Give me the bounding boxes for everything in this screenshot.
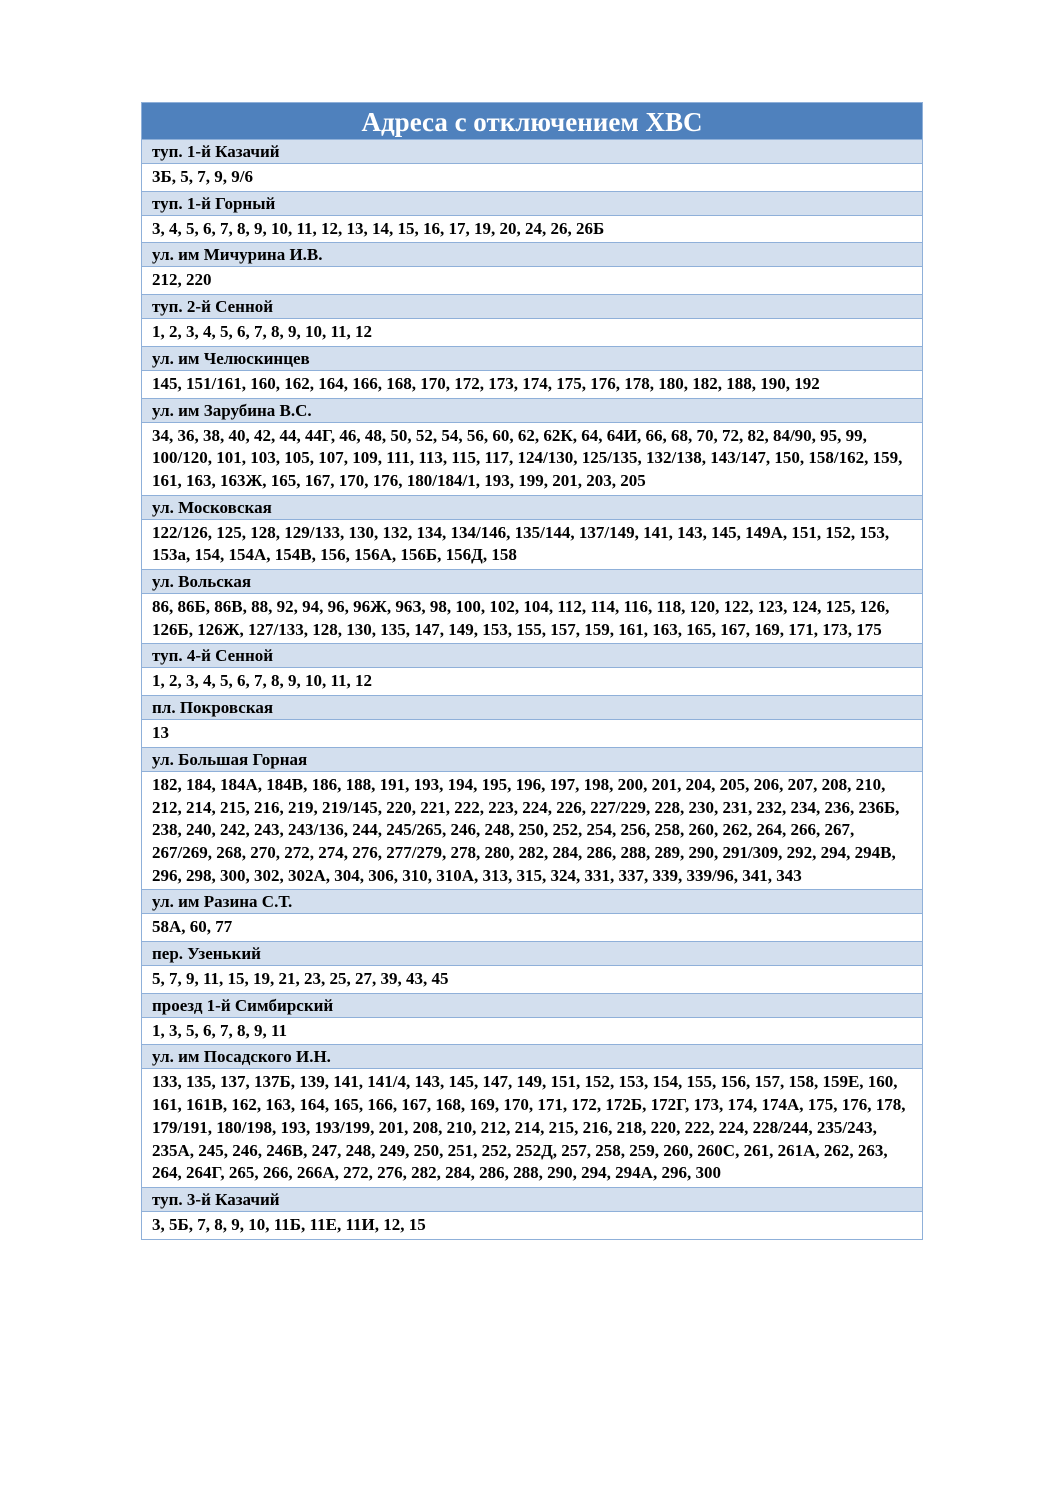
street-name: ул. им Мичурина И.В.	[142, 243, 922, 267]
table-body	[142, 140, 922, 1240]
house-numbers: 86, 86Б, 86В, 88, 92, 94, 96, 96Ж, 96З, 98, 100, 102, 104, 112, 114, 116, 118, 120, 122, 123, 124, 125, 126, 126Б, 126Ж, 127/133, 128, 130, 135, 147, 149, 153, 155, 157, 159, 161, 163, 165, 167, 169, 171, 173, 175	[142, 594, 922, 644]
street-name: туп. 1-й Горный	[142, 192, 922, 216]
house-numbers: 122/126, 125, 128, 129/133, 130, 132, 134, 134/146, 135/144, 137/149, 141, 143, 145, 149А, 151, 152, 153, 153а, 154, 154А, 154В, 156, 156А, 156Б, 156Д, 158	[142, 520, 922, 570]
street-name: ул. Московская	[142, 496, 922, 520]
house-numbers: 3, 5Б, 7, 8, 9, 10, 11Б, 11Е, 11И, 12, 15	[142, 1212, 922, 1240]
house-numbers: 182, 184, 184А, 184В, 186, 188, 191, 193, 194, 195, 196, 197, 198, 200, 201, 204, 205, 206, 207, 208, 210, 212, 214, 215, 216, 219, 219/145, 220, 221, 222, 223, 224, 226, 227/229, 228, 230, 231, 232, 234, 236, 236Б, 238, 240, 242, 243, 243/136, 244, 245/265, 246, 248, 250, 252, 254, 256, 258, 260, 262, 264, 266, 267, 267/269, 268, 270, 272, 274, 276, 277/279, 278, 280, 282, 284, 286, 288, 289, 290, 291/309, 292, 294, 294В, 296, 298, 300, 302, 302А, 304, 306, 310, 310А, 313, 315, 324, 331, 337, 339, 339/96, 341, 343	[142, 772, 922, 891]
street-name: ул. им Зарубина В.С.	[142, 399, 922, 423]
street-name: пер. Узенький	[142, 942, 922, 966]
house-numbers: 133, 135, 137, 137Б, 139, 141, 141/4, 143, 145, 147, 149, 151, 152, 153, 154, 155, 156, 157, 158, 159Е, 160, 161, 161В, 162, 163, 164, 165, 166, 167, 168, 169, 170, 171, 172, 172Б, 172Г, 173, 174, 174А, 175, 176, 178, 179/191, 180/198, 193, 193/199, 201, 208, 210, 212, 214, 215, 216, 218, 220, 222, 224, 228/244, 235/243, 235А, 245, 246, 246В, 247, 248, 249, 250, 251, 252, 252Д, 257, 258, 259, 260, 260С, 261, 261А, 262, 263, 264, 264Г, 265, 266, 266А, 272, 276, 282, 284, 286, 288, 290, 294, 294А, 296, 300	[142, 1069, 922, 1188]
street-name: пл. Покровская	[142, 696, 922, 720]
street-name: туп. 2-й Сенной	[142, 295, 922, 319]
house-numbers: 5, 7, 9, 11, 15, 19, 21, 23, 25, 27, 39, 43, 45	[142, 966, 922, 994]
house-numbers: 3Б, 5, 7, 9, 9/6	[142, 164, 922, 192]
house-numbers: 1, 3, 5, 6, 7, 8, 9, 11	[142, 1018, 922, 1046]
address-table	[141, 102, 923, 1240]
house-numbers: 145, 151/161, 160, 162, 164, 166, 168, 170, 172, 173, 174, 175, 176, 178, 180, 182, 188, 190, 192	[142, 371, 922, 399]
table-title: Адреса с отключением ХВС	[142, 103, 922, 140]
street-name: туп. 3-й Казачий	[142, 1188, 922, 1212]
street-name: ул. им Разина С.Т.	[142, 890, 922, 914]
house-numbers: 1, 2, 3, 4, 5, 6, 7, 8, 9, 10, 11, 12	[142, 319, 922, 347]
house-numbers: 212, 220	[142, 267, 922, 295]
street-name: туп. 1-й Казачий	[142, 140, 922, 164]
house-numbers: 3, 4, 5, 6, 7, 8, 9, 10, 11, 12, 13, 14, 15, 16, 17, 19, 20, 24, 26, 26Б	[142, 216, 922, 244]
street-name: ул. им Челюскинцев	[142, 347, 922, 371]
house-numbers: 13	[142, 720, 922, 748]
street-name: ул. Большая Горная	[142, 748, 922, 772]
house-numbers: 34, 36, 38, 40, 42, 44, 44Г, 46, 48, 50, 52, 54, 56, 60, 62, 62К, 64, 64И, 66, 68, 70, 72, 82, 84/90, 95, 99, 100/120, 101, 103, 105, 107, 109, 111, 113, 115, 117, 124/130, 125/135, 132/138, 143/147, 150, 158/162, 159, 161, 163, 163Ж, 165, 167, 170, 176, 180/184/1, 193, 199, 201, 203, 205	[142, 423, 922, 496]
house-numbers: 58А, 60, 77	[142, 914, 922, 942]
street-name: проезд 1-й Симбирский	[142, 994, 922, 1018]
street-name: ул. Вольская	[142, 570, 922, 594]
street-name: туп. 4-й Сенной	[142, 644, 922, 668]
house-numbers: 1, 2, 3, 4, 5, 6, 7, 8, 9, 10, 11, 12	[142, 668, 922, 696]
street-name: ул. им Посадского И.Н.	[142, 1045, 922, 1069]
